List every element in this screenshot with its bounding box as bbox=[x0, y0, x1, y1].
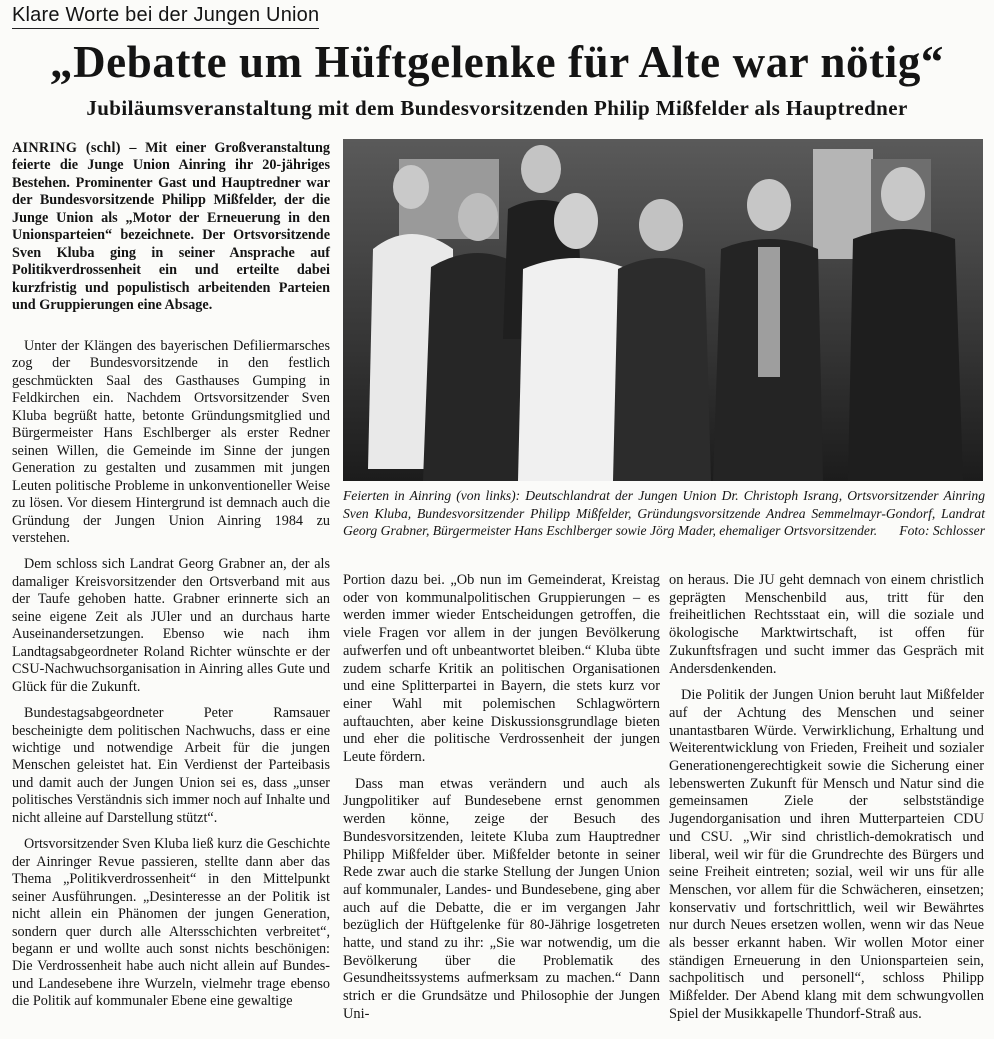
paragraph: Dem schloss sich Landrat Georg Grabner an, der als damaliger Kreisvorsitzender den Ortsverband mit aus der Taufe gehoben hatte. Grabner erinnerte sich an seine eigene Zeit als JUler und an durchaus harte Auseinandersetzungen. Ebenso wie nach ihm Landtagsabgeordneter Roland Richter wünschte er der CSU-Nachwuchsorganisation in Ainring alles Gute und Glück für die Zukunft. bbox=[12, 556, 330, 695]
headline: „Debatte um Hüftgelenke für Alte war nötig“ bbox=[49, 37, 945, 87]
caption-text: Feierten in Ainring (von links): Deutschlandrat der Jungen Union Dr. Christoph Israng, Ortsvorsitzender Ainring Sven Kluba, Bundesvorsitzender Philipp Mißfelder, Gründungsvorsitzende Andrea Semmelmayr-Gondorf, Landrat Georg Grabner, Bürgermeister Hans Eschlberger sowie Jörg Mader, ehemaliger Ortsvorsitzender. bbox=[343, 488, 985, 538]
kicker: Klare Worte bei der Jungen Union bbox=[12, 4, 319, 29]
paragraph: Bundestagsabgeordneter Peter Ramsauer bescheinigte dem politischen Nachwuchs, dass er eine wichtige und notwendige Arbeit für die jungen Menschen geleistet hat. Ein Verdienst der Parteibasis und damit auch der Jungen Union sei es, dass „unser politisches Verständnis sich immer noch auf Inhalte und nicht alleine auf Darstellung stützt“. bbox=[12, 705, 330, 826]
paragraph: Dass man etwas verändern und auch als Jungpolitiker auf Bundesebene ernst genommen werden könne, zeige der Besuch des Bundesvorsitzenden, leitete Kluba zum Hauptredner Philipp Mißfelder über. Mißfelder betonte in seiner Rede zwar auch die starke Stellung der Jungen Union auf kommunaler, Landes- und Bundesebene, ging aber auch auf die Debatte, die er im vergangen Jahr bezüglich der Hüftgelenke für 80-Jährige losgetreten hatte, und stand zu ihr: „Sie war notwendig, um die Bevölkerung über die Problematik des Gesundheitssystems aufmerksam zu machen.“ Dann strich er die Grundsätze und Philosophie der Jungen Uni- bbox=[343, 775, 660, 1022]
photo-credit: Foto: Schlosser bbox=[899, 523, 985, 538]
paragraph: Portion dazu bei. „Ob nun im Gemeinderat, Kreistag oder von kommunalpolitischen Gruppierungen – es werden immer wieder Entscheidungen getroffen, die viele Fragen vor allem in der jungen Bevölkerung aufwerfen und oft unbeantwortet bleiben.“ Kluba übte zudem scharfe Kritik an politischen Organisationen und eine Splitterpartei in Bayern, die stets kurz vor einer Wahl mit polemischen Schlagwörtern auftauchten, aber keine Diskussionsgrundlage bieten und eher die politische Verdrossenheit der jungen Leute fördern. bbox=[343, 572, 660, 766]
lead-text: Mit einer Großveranstaltung feierte die Junge Union Ainring ihr 20-jähriges Bestehen. Prominenter Gast und Hauptredner war der Bundesvorsitzende Philipp Mißfelder, der die Junge Union als „Motor der Erneuerung in den Unionsparteien“ bezeichnete. Der Ortsvorsitzende Sven Kluba ging in seiner Ansprache auf Politikverdrossenheit ein und erteilte dabei kurzfristig und populistisch arbeitenden Parteien und Gruppierungen eine Absage. bbox=[12, 140, 330, 314]
paragraph: Die Politik der Jungen Union beruht laut Mißfelder auf der Achtung des Menschen und seiner unantastbaren Würde. Verwirklichung, Erhaltung und Weiterentwicklung von Frieden, Freiheit und sozialer Generationengerechtigkeit sowie die Sicherung einer lebenswerten Zukunft für Mensch und Natur sind die gemeinsamen Ziele der selbstständige Jugendorganisation und ihren Mutterparteien CDU und CSU. „Wir sind christlich-demokratisch und liberal, weil wir für die Grundrechte des Bürgers und seine Freiheit eintreten; sozial, weil wir uns für alle Menschen, vor allem für die Schwächeren, einsetzen; konservativ und fortschrittlich, weil wir Bewährtes nur durch Neues ersetzen wollen, wenn wir das Neue als besser erkannt haben. Wir wollen Motor einer ständigen Erneuerung in den Unionsparteien sein, sachpolitisch und personell“, schloss Philipp Mißfelder. Der Abend klang mit dem schwungvollen Spiel der Musikkapelle Thundorf-Straß aus. bbox=[669, 687, 984, 1022]
subheadline: Jubiläumsveranstaltung mit dem Bundesvorsitzenden Philip Mißfelder als Hauptredner bbox=[86, 96, 908, 120]
photo-caption bbox=[343, 487, 985, 540]
lead-paragraph bbox=[12, 140, 330, 315]
lead-column bbox=[12, 140, 330, 324]
body-column-right bbox=[669, 572, 984, 1033]
paragraph: on heraus. Die JU geht demnach von einem christlich geprägten Menschenbild aus, tritt für den freiheitlichen Rechtsstaat ein, will die soziale und ökologische Marktwirtschaft, ist offen für Zukunftsfragen und sucht immer das Gespräch mit Andersdenkenden. bbox=[669, 572, 984, 677]
body-column-left bbox=[12, 338, 330, 1020]
group-photo-image bbox=[343, 139, 983, 481]
paragraph: Unter der Klängen des bayerischen Defiliermarsches zog der Bundesvorsitzende in den festlich geschmückten Saal des Gasthauses Gumping in Feldkirchen ein. Nachdem Ortsvorsitzender Sven Kluba begrüßt hatte, betonte Gründungsmitglied und Bürgermeister Hans Eschlberger als erster Redner seinen Willen, die Gemeinde im Sinne der jungen Generation zu gestalten und zusammen mit jungen Leuten politische Probleme in unkonventioneller Weise zu lösen. Vor diesem Hintergrund ist demnach auch die Gründung der Jungen Union Ainring 1984 zu verstehen. bbox=[12, 338, 330, 546]
body-column-middle bbox=[343, 572, 660, 1033]
dateline: AINRING (schl) – bbox=[12, 140, 137, 156]
paragraph: Ortsvorsitzender Sven Kluba ließ kurz die Geschichte der Ainringer Revue passieren, stellte dann aber das Thema „Politikverdrossenheit“ in den Mittelpunkt seiner Ausführungen. „Desinteresse an der Politik ist nicht allein ein Phänomen der jungen Generation, sondern quer durch alle Altersschichten verbreitet“, begann er und wollte auch sonst nichts beschönigen: Die Verdrossenheit habe auch nicht allein auf Bundes- und Landesebene ihre Wurzeln, vielmehr trage ebenso die Politik auf kommunaler Ebene eine gewaltige bbox=[12, 836, 330, 1010]
group-photo bbox=[343, 139, 983, 481]
